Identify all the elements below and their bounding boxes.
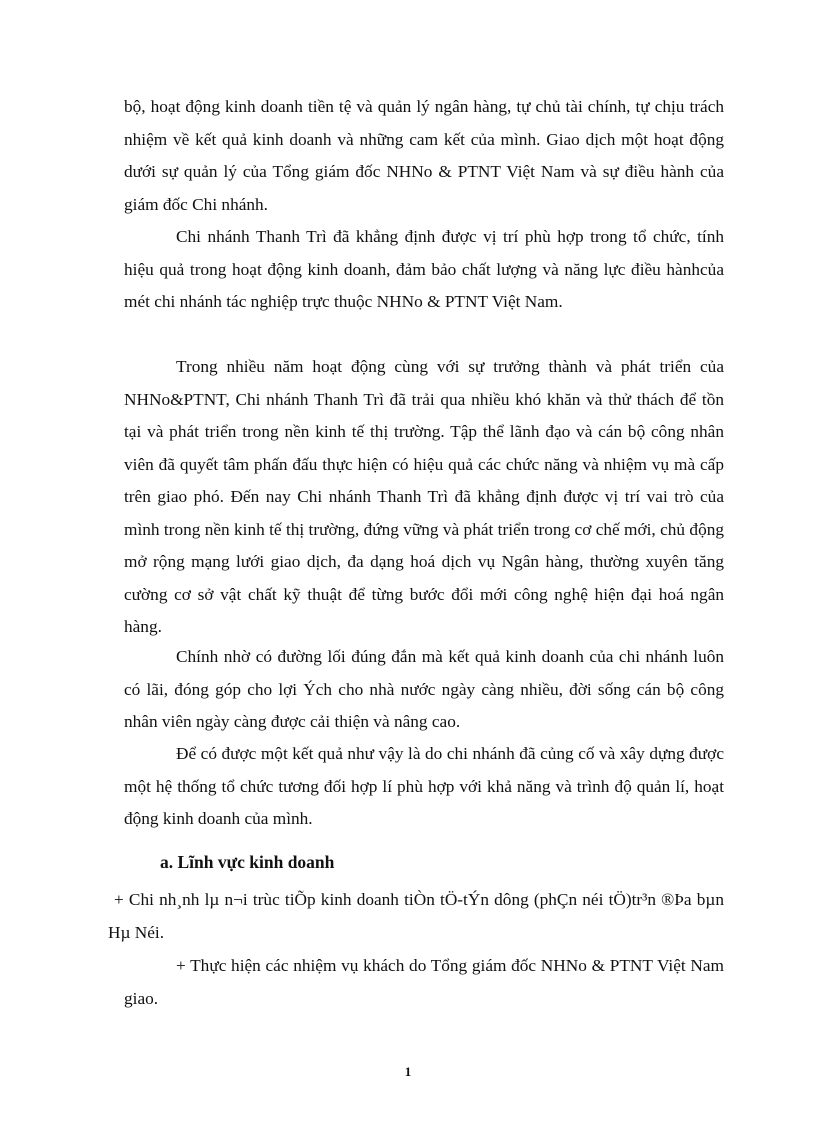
paragraph-development: Trong nhiều năm hoạt động cùng với sự trưởng thành và phát triển của NHNo&PTNT, Chi nhánh Thanh Trì đã trải qua nhiều khó khăn và thử thách để tồn tại và phát triển trong nền kinh tế thị trường. Tập thể lãnh đạo và cán bộ công nhân viên đã quyết tâm phấn đấu thực hiện có hiệu quả các chức năng và nhiệm vụ mà cấp trên giao phó. Đến nay Chi nhánh Thanh Trì đã khẳng định được vị trí vai trò của mình trong nền kinh tế thị trường, đứng vững và phát triển trong cơ chế mới, chủ động mở rộng mạng lưới giao dịch, đa dạng hoá dịch vụ Ngân hàng, thường xuyên tăng cường cơ sở vật chất kỹ thuật để từng bước đổi mới công nghệ hiện đại hoá ngân hàng. — [124, 357, 724, 636]
section-heading: a. Lĩnh vực kinh doanh — [160, 852, 335, 872]
paragraph-continuation: bộ, hoạt động kinh doanh tiền tệ và quản lý ngân hàng, tự chủ tài chính, tự chịu trách nhiệm về kết quả kinh doanh và những cam kết của mình. Giao dịch một hoạt động dưới sự quản lý của Tổng giám đốc NHNo & PTNT Việt Nam và sự điều hành của giám đốc Chi nhánh. — [124, 97, 724, 214]
bullet-item: + Chi nh¸nh lµ n¬i trùc tiÕp kinh doanh tiÒn tÖ-tÝn dông (phÇn néi tÖ)tr³n ®Þa bµn Hµ Néi. — [108, 890, 724, 942]
page-number: 1 — [404, 1064, 412, 1079]
bullet-item: + Thực hiện các nhiệm vụ khách do Tổng giám đốc NHNo & PTNT Việt Nam giao. — [124, 956, 724, 1008]
paragraph-organization: Để có được một kết quả như vậy là do chi nhánh đã củng cố và xây dựng được một hệ thống tổ chức tương đối hợp lí phù hợp với khả năng và trình độ quản lí, hoạt động kinh doanh của mình. — [124, 744, 724, 828]
paragraph-results: Chính nhờ có đường lối đúng đắn mà kết quả kinh doanh của chi nhánh luôn có lãi, đóng góp cho lợi Ých cho nhà nước ngày càng nhiều, đời sống cán bộ công nhân viên ngày càng được cải thiện và nâng cao. — [124, 647, 724, 731]
paragraph-position: Chi nhánh Thanh Trì đã khẳng định được vị trí phù hợp trong tổ chức, tính hiệu quả trong hoạt động kinh doanh, đảm bảo chất lượng và năng lực điều hànhcủa mét chi nhánh tác nghiệp trực thuộc NHNo & PTNT Việt Nam. — [124, 227, 724, 311]
